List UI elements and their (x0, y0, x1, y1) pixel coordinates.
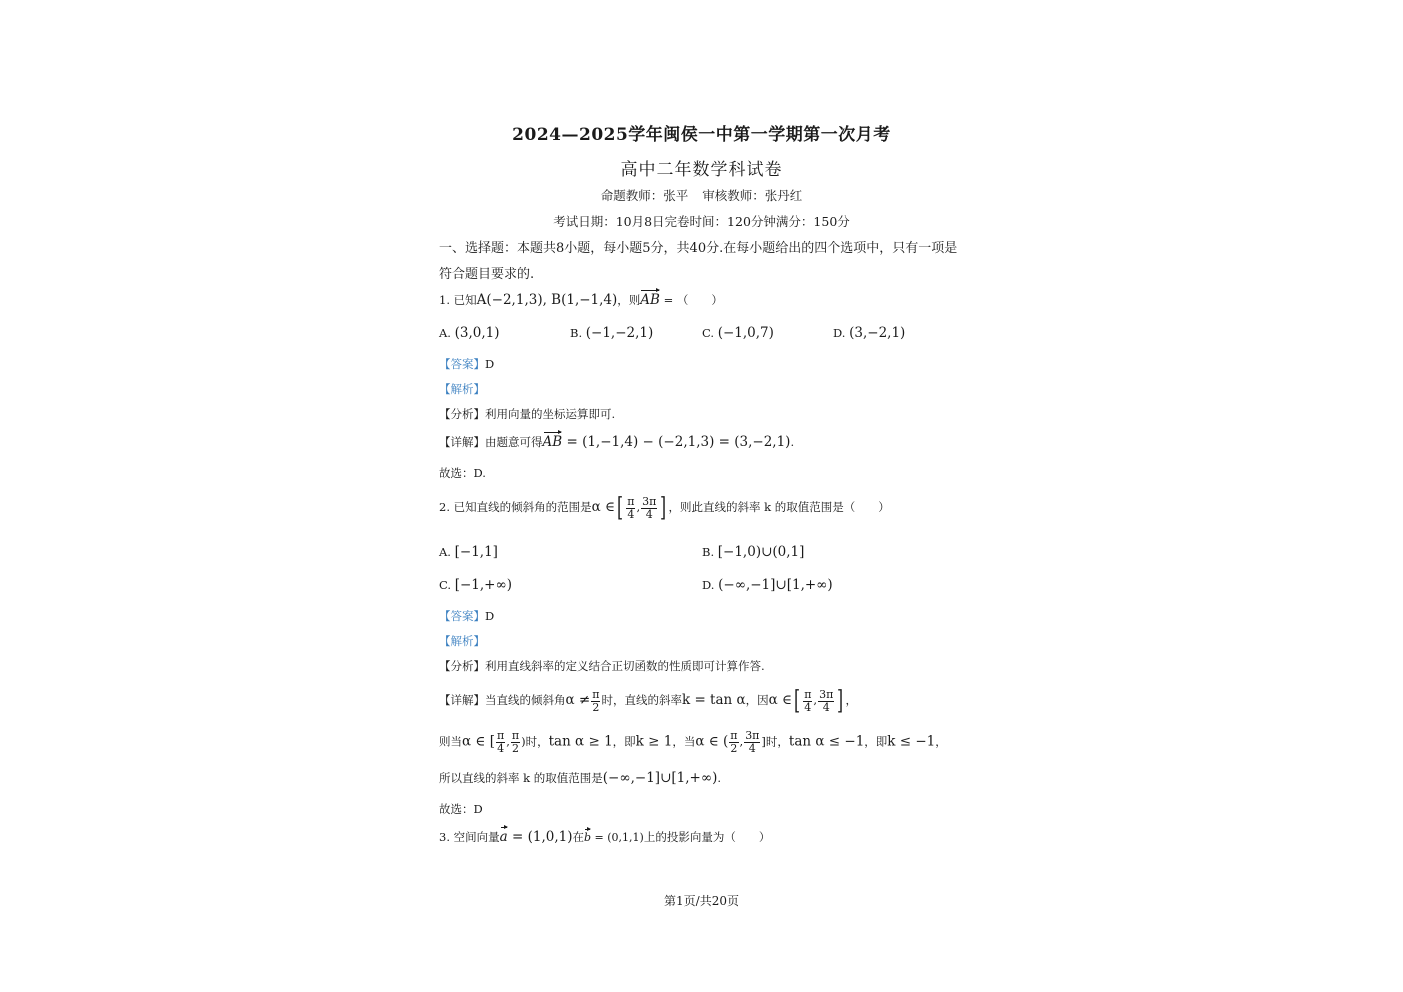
q1-prefix: 1. 已知 (439, 293, 477, 307)
question-3: 3. 空间向量a = (1,0,1)在b = (0,1,1)上的投影向量为（ ） (439, 829, 771, 845)
q1-option-b: B. (−1,−2,1) (570, 325, 654, 341)
section-intro-line2: 符合题目要求的. (439, 267, 535, 282)
exam-subtitle: 高中二年数学科试卷 (620, 160, 783, 180)
q1-xiangjie: 【详解】由题意可得AB = (1,−1,4) − (−2,1,3) = (3,−2,1). (439, 434, 795, 450)
q1-option-d: D. (3,−2,1) (833, 325, 906, 341)
q1-option-a: A. (3,0,1) (439, 325, 500, 341)
answer-tag: 【答案】 (439, 357, 485, 371)
q2-analysis-tag: 【解析】 (439, 634, 485, 648)
author-teacher: 命题教师：张平 (600, 188, 689, 203)
q2-choose: 故选：D (439, 802, 483, 816)
answer-value: D (485, 357, 495, 371)
q1-suffix: = （ ） (659, 293, 723, 307)
reviewer-teacher: 审核教师：张丹红 (702, 188, 803, 203)
q1-points: A(−2,1,3), B(1,−1,4) (476, 292, 618, 308)
q1-answer (439, 356, 494, 372)
q2-answer: 【答案】D (439, 609, 495, 623)
section-intro-line1: 一、选择题：本题共8小题，每小题5分，共40分.在每小题给出的四个选项中，只有一项是 (439, 241, 958, 256)
q2-option-d: D. (−∞,−1]∪[1,+∞) (702, 577, 833, 593)
page-number: 第1页/共20页 (664, 894, 739, 908)
q3-vector-b: b (583, 831, 592, 844)
q2-option-a: A. [−1,1] (439, 544, 498, 560)
q2-fenxi: 【分析】利用直线斜率的定义结合正切函数的性质即可计算作答. (439, 659, 765, 673)
q1-choose: 故选：D. (439, 466, 486, 480)
question-1 (439, 292, 723, 308)
exam-info: 考试日期：10月8日完卷时间：120分钟满分：150分 (553, 214, 850, 229)
q2-option-b: B. [−1,0)∪(0,1] (702, 544, 805, 560)
q1-fenxi: 【分析】利用向量的坐标运算即可. (439, 407, 616, 421)
question-2: 2. 已知直线的倾斜角的范围是α ∈[ $\frac{\pi}{4}$ , $\frac{3\pi}{4}$ ] ，则此直线的斜率 k 的取值范围是（ ） (439, 493, 890, 523)
q1-option-c: C. (−1,0,7) (702, 325, 774, 341)
q2-xiangjie-line1: 【详解】当直线的倾斜角α ≠ $\frac{\pi}{2}$ 时，直线的斜率k = tan α，因α ∈[ $\frac{\pi}{4}$ , $\frac{3\pi}{4}$ ] ， (439, 686, 857, 716)
q3-vector-a: a (499, 829, 508, 845)
q1-analysis-tag: 【解析】 (439, 382, 485, 396)
exam-title: 2024—2025学年闽侯一中第一学期第一次月考 (512, 125, 891, 145)
q1-vector-ab: AB (640, 292, 660, 308)
q2-xiangjie-line2: 则当α ∈ [ $\frac{\pi}{4}$ , $\frac{\pi}{2}$ )时，tan α ≥ 1，即k ≥ 1，当α ∈ ( $\frac{\pi}{2}$ , $\frac{3\pi}{4}$ ]时，tan α ≤ −1，即k ≤ −1， (439, 729, 947, 755)
q2-option-c: C. [−1,+∞) (439, 577, 512, 593)
exam-authors-line (0, 186, 1403, 204)
q1-mid: ，则 (617, 293, 641, 307)
q2-xiangjie-line3: 所以直线的斜率 k 的取值范围是(−∞,−1]∪[1,+∞). (439, 770, 722, 786)
